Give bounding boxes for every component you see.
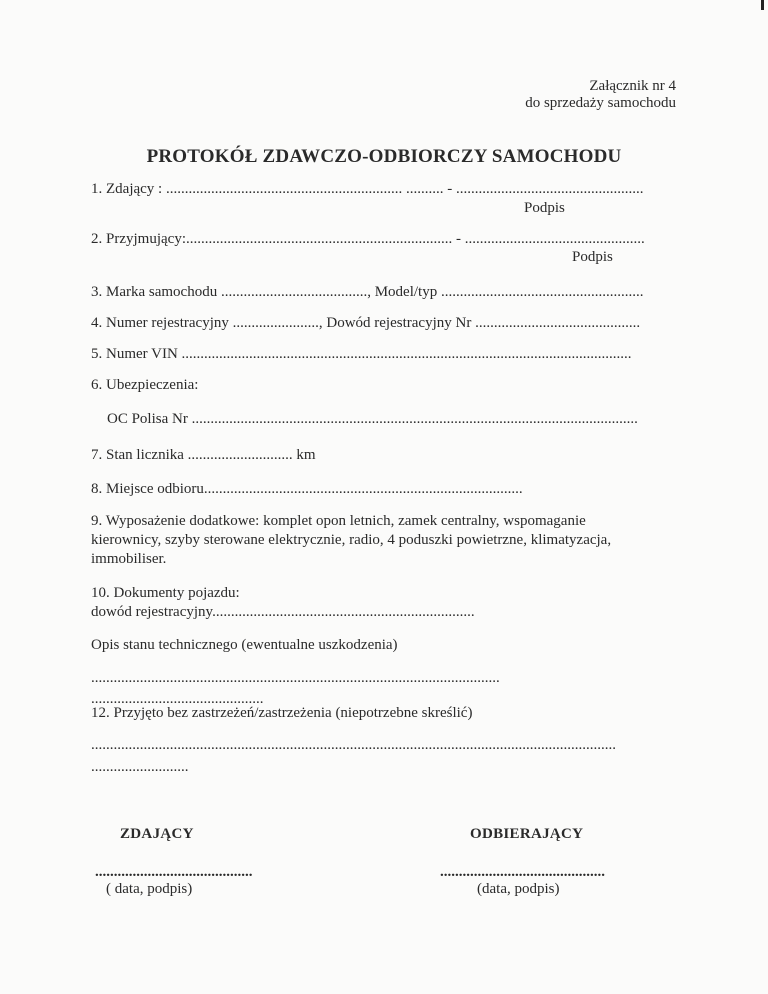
signature-caption-odbierajacy: (data, podpis) <box>477 881 560 897</box>
signature-caption-zdajacy: ( data, podpis) <box>106 881 193 897</box>
field-stan-licznika: 7. Stan licznika ............................ km <box>91 447 316 463</box>
opis-stanu-dots-2: .............................................. <box>91 691 264 707</box>
field-przyjeto: 12. Przyjęto bez zastrzeżeń/zastrzeżenia (niepotrzebne skreślić) <box>91 705 473 721</box>
field-przyjmujacy-sign-label: Podpis <box>572 249 613 265</box>
attachment-line-1: Załącznik nr 4 <box>589 78 676 94</box>
field-przyjmujacy: 2. Przyjmujący:....................................................................... - ................................................ <box>91 231 645 247</box>
field-oc-polisa: OC Polisa Nr ....................................................................................................................... <box>107 411 638 427</box>
field-wyposazenie-line-1: 9. Wyposażenie dodatkowe: komplet opon letnich, zamek centralny, wspomaganie <box>91 513 586 529</box>
przyjeto-dots-1: ............................................................................................................................................ <box>91 737 616 753</box>
document-title: PROTOKÓŁ ZDAWCZO-ODBIORCZY SAMOCHODU <box>146 146 622 167</box>
field-ubezpieczenia: 6. Ubezpieczenia: <box>91 377 199 393</box>
field-numer-rejestracyjny: 4. Numer rejestracyjny ......................., Dowód rejestracyjny Nr ............................................ <box>91 315 641 331</box>
field-miejsce-odbioru: 8. Miejsce odbioru..................................................................................... <box>91 481 523 497</box>
field-zdajacy-sign-label: Podpis <box>524 200 565 216</box>
field-numer-vin: 5. Numer VIN ........................................................................................................................ <box>91 346 632 362</box>
opis-stanu-dots-1: ............................................................................................................. <box>91 670 500 686</box>
signature-heading-zdajacy: ZDAJĄCY <box>120 826 194 842</box>
field-wyposazenie-line-3: immobiliser. <box>91 551 167 567</box>
przyjeto-dots-2: .......................... <box>91 759 189 775</box>
signature-heading-odbierajacy: ODBIERAJĄCY <box>470 826 584 842</box>
field-dokumenty-line-2: dowód rejestracyjny...................................................................... <box>91 604 475 620</box>
signature-line-zdajacy: .......................................... <box>95 864 253 880</box>
scan-corner-mark <box>761 0 764 10</box>
field-wyposazenie-line-2: kierownicy, szyby sterowane elektrycznie, radio, 4 poduszki powietrzne, klimatyzacja, <box>91 532 612 548</box>
field-zdajacy: 1. Zdający : ............................................................... .......... - .................................................. <box>91 181 644 197</box>
field-marka-model: 3. Marka samochodu ......................................., Model/typ ...................................................... <box>91 284 644 300</box>
field-dokumenty-line-1: 10. Dokumenty pojazdu: <box>91 585 240 601</box>
opis-stanu-label: Opis stanu technicznego (ewentualne uszkodzenia) <box>91 637 398 653</box>
signature-line-odbierajacy: ............................................ <box>440 864 605 880</box>
attachment-line-2: do sprzedaży samochodu <box>525 95 676 111</box>
attachment-note <box>525 78 676 112</box>
